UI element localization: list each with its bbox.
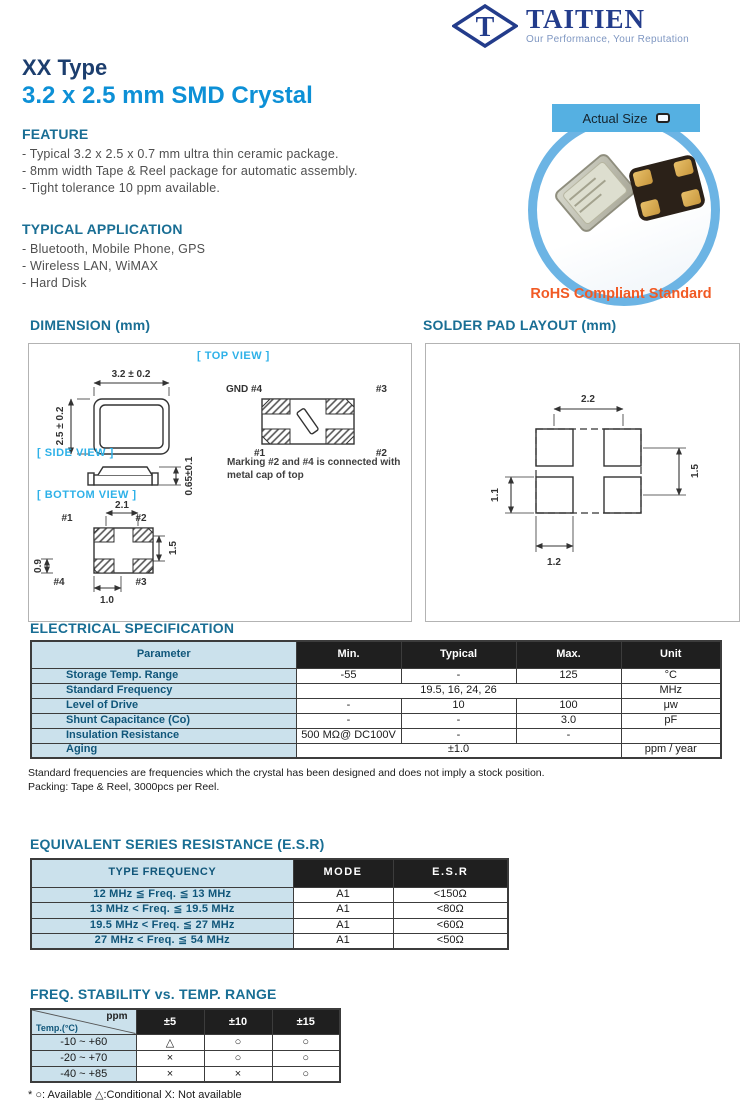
feature-list <box>22 146 358 197</box>
marking-note: Marking #2 and #4 is connected with metal cap of top <box>227 457 401 481</box>
dimension-drawing-panel <box>28 343 412 622</box>
spec-note-1: Standard frequencies are frequencies which the crystal has been designed and does not imply a stock position. <box>28 767 545 779</box>
taitien-logo-icon <box>452 4 518 48</box>
logo-name: TAITIEN <box>526 4 646 34</box>
dim-top-height: 2.5 ± 0.2 <box>55 406 66 446</box>
pad-label-3: #3 <box>375 384 387 395</box>
bottom-pad-label-2: #2 <box>135 513 147 524</box>
electrical-spec-table <box>30 640 722 759</box>
col-esr: E.S.R <box>393 859 508 887</box>
actual-size-badge <box>552 104 700 132</box>
col-unit: Unit <box>621 641 721 668</box>
solder-dim-pad-width: 1.2 <box>547 557 561 568</box>
feature-heading: FEATURE <box>22 126 89 142</box>
application-item: - Hard Disk <box>22 276 87 290</box>
solder-dim-pad-height: 1.1 <box>490 488 501 502</box>
dim-top-width: 3.2 ± 0.2 <box>111 369 151 380</box>
dimension-heading: DIMENSION (mm) <box>30 317 151 333</box>
dim-side-thickness: 0.65±0.1 <box>184 456 195 496</box>
col-max: Max. <box>516 641 621 668</box>
table-row: -10 ~ +60 △ ○ ○ <box>31 1034 340 1050</box>
bottom-pad-label-3: #3 <box>135 577 147 588</box>
solder-heading: SOLDER PAD LAYOUT (mm) <box>423 317 617 333</box>
col-min: Min. <box>296 641 401 668</box>
bottom-pad-label-1: #1 <box>61 513 73 524</box>
feature-item: - Tight tolerance 10 ppm available. <box>22 181 221 195</box>
table-row: -20 ~ +70 × ○ ○ <box>31 1050 340 1066</box>
feature-item: - Typical 3.2 x 2.5 x 0.7 mm ultra thin ceramic package. <box>22 147 339 161</box>
bottom-pad-label-4: #4 <box>53 577 65 588</box>
application-item: - Bluetooth, Mobile Phone, GPS <box>22 242 206 256</box>
application-list <box>22 241 205 292</box>
table-row: 27 MHz < Freq. ≦ 54 MHz A1 <50Ω <box>31 934 508 950</box>
solder-dim-height: 1.5 <box>690 464 701 478</box>
col-ppm15: ±15 <box>272 1009 340 1034</box>
crystal-chip-top-photo <box>552 151 638 235</box>
col-ppm5: ±5 <box>136 1009 204 1034</box>
spec-note-2: Packing: Tape & Reel, 3000pcs per Reel. <box>28 781 220 793</box>
table-row: Aging ±1.0 ppm / year <box>31 743 721 758</box>
table-header-row <box>31 859 508 887</box>
col-ppm10: ±10 <box>204 1009 272 1034</box>
table-row: Shunt Capacitance (Co) - - 3.0 pF <box>31 713 721 728</box>
stability-table <box>30 1008 341 1083</box>
taitien-logo <box>452 4 744 54</box>
bottom-view-drawing <box>29 496 239 611</box>
dim-bottom-height: 1.5 <box>168 541 179 555</box>
col-type-frequency: TYPE FREQUENCY <box>31 859 293 887</box>
diagonal-header-cell <box>31 1009 136 1034</box>
logo-letter: T <box>475 12 495 43</box>
table-row: Insulation Resistance 500 MΩ@ DC100V - - <box>31 728 721 743</box>
solder-dim-width: 2.2 <box>581 394 595 405</box>
application-item: - Wireless LAN, WiMAX <box>22 259 159 273</box>
dim-bottom-pad-height: 0.9 <box>33 559 44 573</box>
table-row: Standard Frequency 19.5, 16, 24, 26 MHz <box>31 683 721 698</box>
pad-label-1: #1 <box>254 448 266 459</box>
col-typical: Typical <box>401 641 516 668</box>
pad-label-2: #2 <box>375 448 387 459</box>
side-view-label: [ SIDE VIEW ] <box>37 447 114 459</box>
feature-item: - 8mm width Tape & Reel package for automatic assembly. <box>22 164 358 178</box>
corner-ppm-label: ppm <box>106 1011 128 1022</box>
pad-connection-drawing <box>224 374 389 459</box>
page-title-product: 3.2 x 2.5 mm SMD Crystal <box>22 82 313 109</box>
table-header-row <box>31 641 721 668</box>
rohs-compliance-label: RoHS Compliant Standard <box>530 286 712 302</box>
table-row: -40 ~ +85 × × ○ <box>31 1066 340 1082</box>
col-mode: MODE <box>293 859 393 887</box>
pad-label-gnd4: GND #4 <box>226 384 263 395</box>
table-row: 13 MHz < Freq. ≦ 19.5 MHz A1 <80Ω <box>31 903 508 919</box>
table-row: 19.5 MHz < Freq. ≦ 27 MHz A1 <60Ω <box>31 918 508 934</box>
table-row: 12 MHz ≦ Freq. ≦ 13 MHz A1 <150Ω <box>31 887 508 903</box>
table-row: Level of Drive - 10 100 μw <box>31 698 721 713</box>
legend-footnote: * ○: Available △:Conditional X: Not available <box>28 1089 242 1101</box>
crystal-photo <box>528 114 720 306</box>
esr-table <box>30 858 509 950</box>
electrical-heading: ELECTRICAL SPECIFICATION <box>30 620 235 636</box>
page-title-type: XX Type <box>22 55 108 80</box>
esr-heading: EQUIVALENT SERIES RESISTANCE (E.S.R) <box>30 836 325 852</box>
col-parameter: Parameter <box>31 641 296 668</box>
dim-bottom-pad-width: 1.0 <box>100 595 114 606</box>
bottom-view-label: [ BOTTOM VIEW ] <box>37 489 137 501</box>
table-header-row <box>31 1009 340 1034</box>
stability-heading: FREQ. STABILITY vs. TEMP. RANGE <box>30 986 277 1002</box>
solder-pad-panel <box>425 343 740 622</box>
table-row: Storage Temp. Range -55 - 125 °C <box>31 668 721 683</box>
dim-bottom-width: 2.1 <box>115 500 129 511</box>
solder-pad-drawing <box>426 344 738 620</box>
actual-size-label: Actual Size <box>582 110 648 126</box>
top-view-label: [ TOP VIEW ] <box>197 350 270 362</box>
crystal-chip-bottom-photo <box>627 154 706 223</box>
logo-tagline: Our Performance, Your Reputation <box>526 34 690 45</box>
actual-size-box-icon <box>656 113 670 123</box>
application-heading: TYPICAL APPLICATION <box>22 221 183 237</box>
corner-temp-label: Temp.(°C) <box>36 1022 78 1033</box>
